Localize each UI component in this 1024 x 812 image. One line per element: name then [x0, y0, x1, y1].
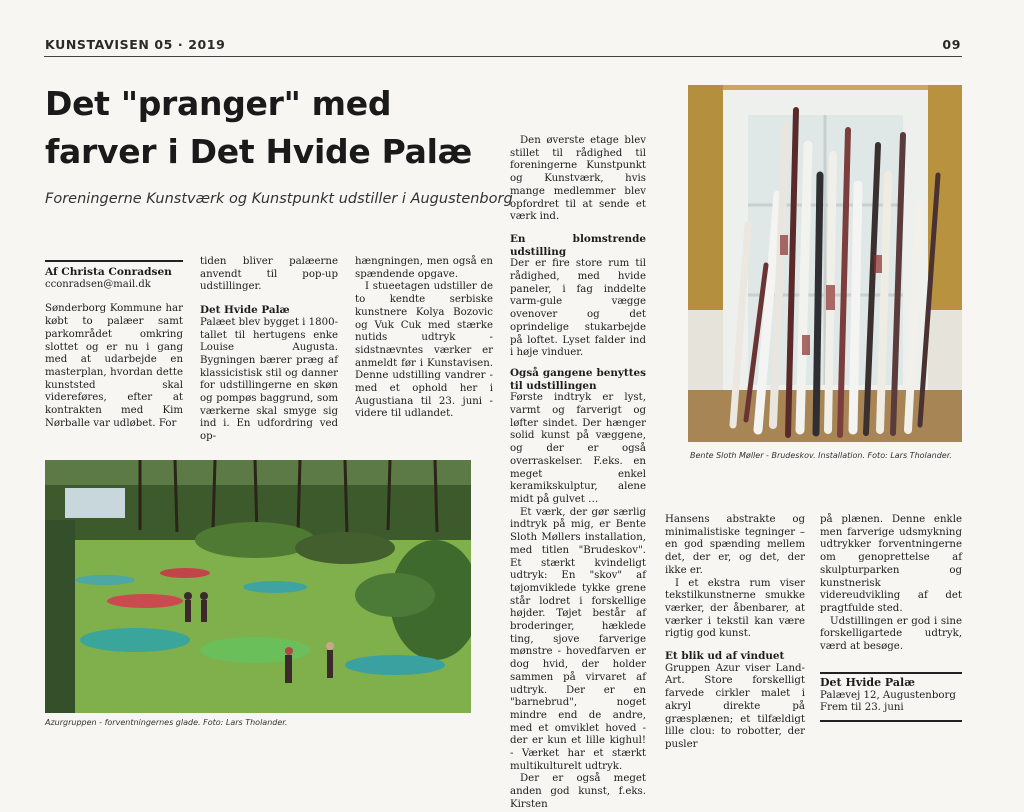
heading-blomstrende: En blomstrende udstilling: [510, 232, 646, 258]
article-subtitle: Foreningerne Kunstværk og Kunstpunkt udstiller i Augustenborg: [45, 191, 513, 207]
info-box-bottom-rule: [820, 720, 962, 722]
column-6: [820, 514, 962, 654]
column-4-p3: Første indtryk er lyst, varmt og farverigt og løfter sindet. Der hænger solid kunst på væggene, og der er også overraskelser. F.eks. en meget enkel keramikskulptur, alene midt på gulvet …: [510, 392, 646, 505]
title-line-1: Det "pranger" med: [45, 84, 392, 123]
column-2-intro: tiden bliver palæerne anvendt til pop-up udstillinger.: [200, 256, 338, 293]
park-photo: [45, 460, 471, 713]
byline-rule: [45, 260, 183, 262]
column-1-text: Sønderborg Kommune har købt to palæer samt parkområdet omkring slottet og er nu i gang med at udarbejde en masterplan, hvordan dette kunststed skal videreføres, efter at kontrakten med Kim Nørballe var udløbet. For: [45, 303, 183, 429]
info-box-address: Palævej 12, Augustenborg: [820, 689, 956, 701]
park-illustration: [45, 460, 471, 713]
info-box: [820, 677, 962, 715]
column-4-p5: Der er også meget anden god kunst, f.eks. Kirsten: [510, 773, 646, 810]
info-box-dates: Frem til 23. juni: [820, 702, 904, 714]
column-4: [510, 135, 646, 812]
title-line-2: farver i Det Hvide Palæ: [45, 132, 472, 171]
column-4-p4: Et værk, der gør særlig indtryk på mig, er Bente Sloth Møllers installation, med titlen "Brudeskov". Et stærkt kvindeligt udtryk: En "skov" af tøjomviklede tykke grene står lodret i forskellige højder. Tøjet består af broderinger, hæklede ting, sjove farverige mønstre - hovedfarven er dog hvid, der holder sammen på virvaret af udtryk. Der er en "barnebrud", noget mindre end de andre, med et omviklet hoved - der er kun et lille kighul! - Værket har et stærkt multikulturelt udtryk.: [510, 506, 646, 772]
column-5-p3: Gruppen Azur viser Land-Art. Store forskelligt farvede cirkler malet i akryl direkte på græsplænen; et tilfældigt lille clou: to robotter, der pusler: [665, 662, 805, 750]
column-3: [355, 256, 493, 421]
heading-det-hvide-palae: Det Hvide Palæ: [200, 304, 290, 317]
column-6-p1: på plænen. Denne enkle men farverige udsmykning udtrykker forventningerne om genoprettelse af skulpturparken og kunstnerisk videreudvikling af det pragtfulde sted.: [820, 514, 962, 614]
author-email: cconradsen@mail.dk: [45, 278, 151, 290]
column-6-p2: Udstillingen er god i sine forskelligartede udtryk, værd at besøge.: [820, 615, 962, 653]
info-box-title: Det Hvide Palæ: [820, 676, 915, 689]
info-box-top-rule: [820, 672, 962, 674]
brudeskov-photo: [688, 85, 962, 442]
installation-illustration: [688, 85, 962, 442]
heading-gangene: Også gangene benyttes til udstillingen: [510, 366, 646, 392]
park-caption: Azurgruppen - forventningernes glade. Foto: Lars Tholander.: [45, 718, 288, 727]
heading-blik-ud: Et blik ud af vinduet: [665, 650, 785, 663]
header-rule: [44, 56, 962, 57]
author-byline: Af Christa Conradsen: [45, 266, 172, 278]
column-5-p1: Hansens abstrakte og minimalistiske tegninger – en god spænding mellem det, der er, og det, der ikke er.: [665, 514, 805, 576]
column-3-p2: I stueetagen udstiller de to kendte serbiske kunstnere Kolya Bozovic og Vuk Cuk med stærke nutids udtryk - sidstnævntes værker er anmeldt før i Kunstavisen. Denne udstilling vandrer - med et ophold her i Augustiana til 23. juni - videre til udlandet.: [355, 281, 493, 420]
column-4-p1: Den øverste etage blev stillet til rådighed til foreningerne Kunstpunkt og Kunstværk, hvis mange medlemmer blev opfordret til at sende et værk ind.: [510, 135, 646, 223]
publication-name: KUNSTAVISEN 05 · 2019: [45, 37, 226, 52]
column-5: [665, 514, 805, 752]
column-4-p2: Der er fire store rum til rådighed, med hvide paneler, i fag inddelte varm-gule vægge ovenover og det oprindelige stukarbejde på loftet. Lyset falder ind i høje vinduer.: [510, 258, 646, 359]
column-2-text: Palæet blev bygget i 1800-tallet til hertugens enke Louise Augusta. Bygningen bærer præg af klassicistisk stil og danner for udstillingerne en skøn og pompøs baggrund, som værkerne skal smyge sig ind i. En udfordring ved op-: [200, 316, 339, 443]
column-1: [45, 266, 183, 430]
column-2: [200, 256, 338, 444]
column-3-p1: hængningen, men også en spændende opgave.: [355, 256, 493, 280]
column-5-p2: I et ekstra rum viser tekstilkunstnerne smukke værker, der åbenbarer, at værker i tekstil kan være rigtig god kunst.: [665, 577, 805, 640]
installation-caption: Bente Sloth Møller - Brudeskov. Installation. Foto: Lars Tholander.: [690, 451, 952, 460]
page-number: 09: [942, 37, 961, 52]
